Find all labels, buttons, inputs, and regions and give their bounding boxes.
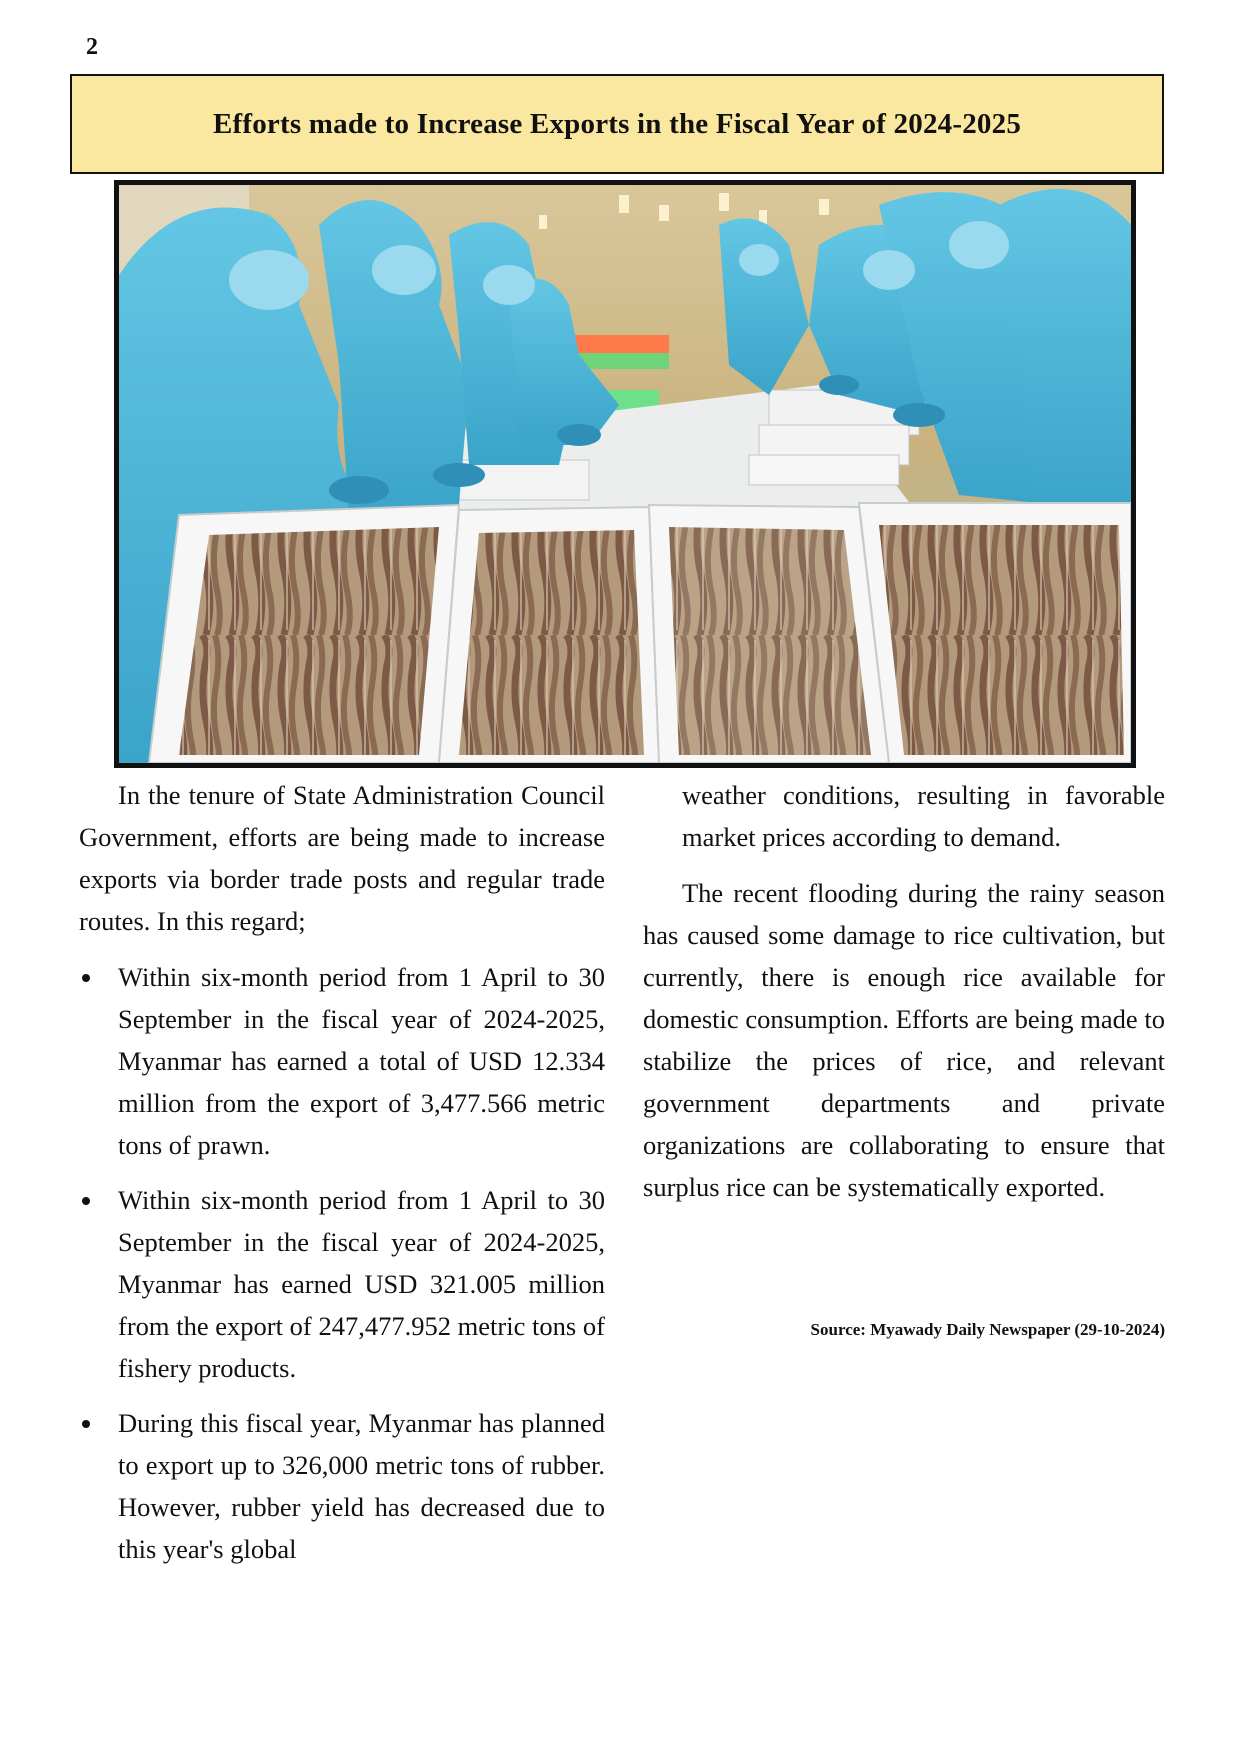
intro-paragraph: In the tenure of State Administration Council Government, efforts are being made to increase exports via border trade posts and regular trade routes. In this regard; <box>79 780 605 936</box>
continuation-paragraph: weather conditions, resulting in favorable market prices according to demand. <box>682 780 1165 852</box>
right-column <box>643 774 1165 1222</box>
rice-paragraph: The recent flooding during the rainy season has caused some damage to rice cultivation, but currently, there is enough rice available for domestic consumption. Efforts are being made to stabilize the prices of rice, and relevant government departments and private organizations are collaborating to ensure that surplus rice can be systematically exported. <box>643 878 1165 1202</box>
page-number: 2 <box>86 34 98 60</box>
title-banner <box>70 74 1164 174</box>
list-item <box>79 1179 605 1389</box>
bullet-icon <box>82 1420 90 1428</box>
prawn-processing-photo <box>114 180 1136 768</box>
bullet-text: Within six-month period from 1 April to 30 September in the fiscal year of 2024-2025, Myanmar has earned a total of USD 12.334 million from the export of 3,477.566 metric tons of prawn. <box>118 962 605 1160</box>
list-item <box>79 956 605 1166</box>
page-title: Efforts made to Increase Exports in the Fiscal Year of 2024-2025 <box>212 107 1022 140</box>
source-citation: Source: Myawady Daily Newspaper (29-10-2024) <box>810 1320 1165 1339</box>
bullet-icon <box>82 1197 90 1205</box>
photo-illustration <box>119 185 1131 763</box>
left-column <box>79 774 605 1583</box>
bullet-text: Within six-month period from 1 April to 30 September in the fiscal year of 2024-2025, Myanmar has earned USD 321.005 million from the export of 247,477.952 metric tons of fishery products. <box>118 1185 605 1383</box>
bullet-text: During this fiscal year, Myanmar has planned to export up to 326,000 metric tons of rubber. However, rubber yield has decreased due to this year's global <box>118 1408 605 1564</box>
list-item <box>79 1402 605 1570</box>
bullet-icon <box>82 974 90 982</box>
export-bullet-list <box>79 956 605 1570</box>
